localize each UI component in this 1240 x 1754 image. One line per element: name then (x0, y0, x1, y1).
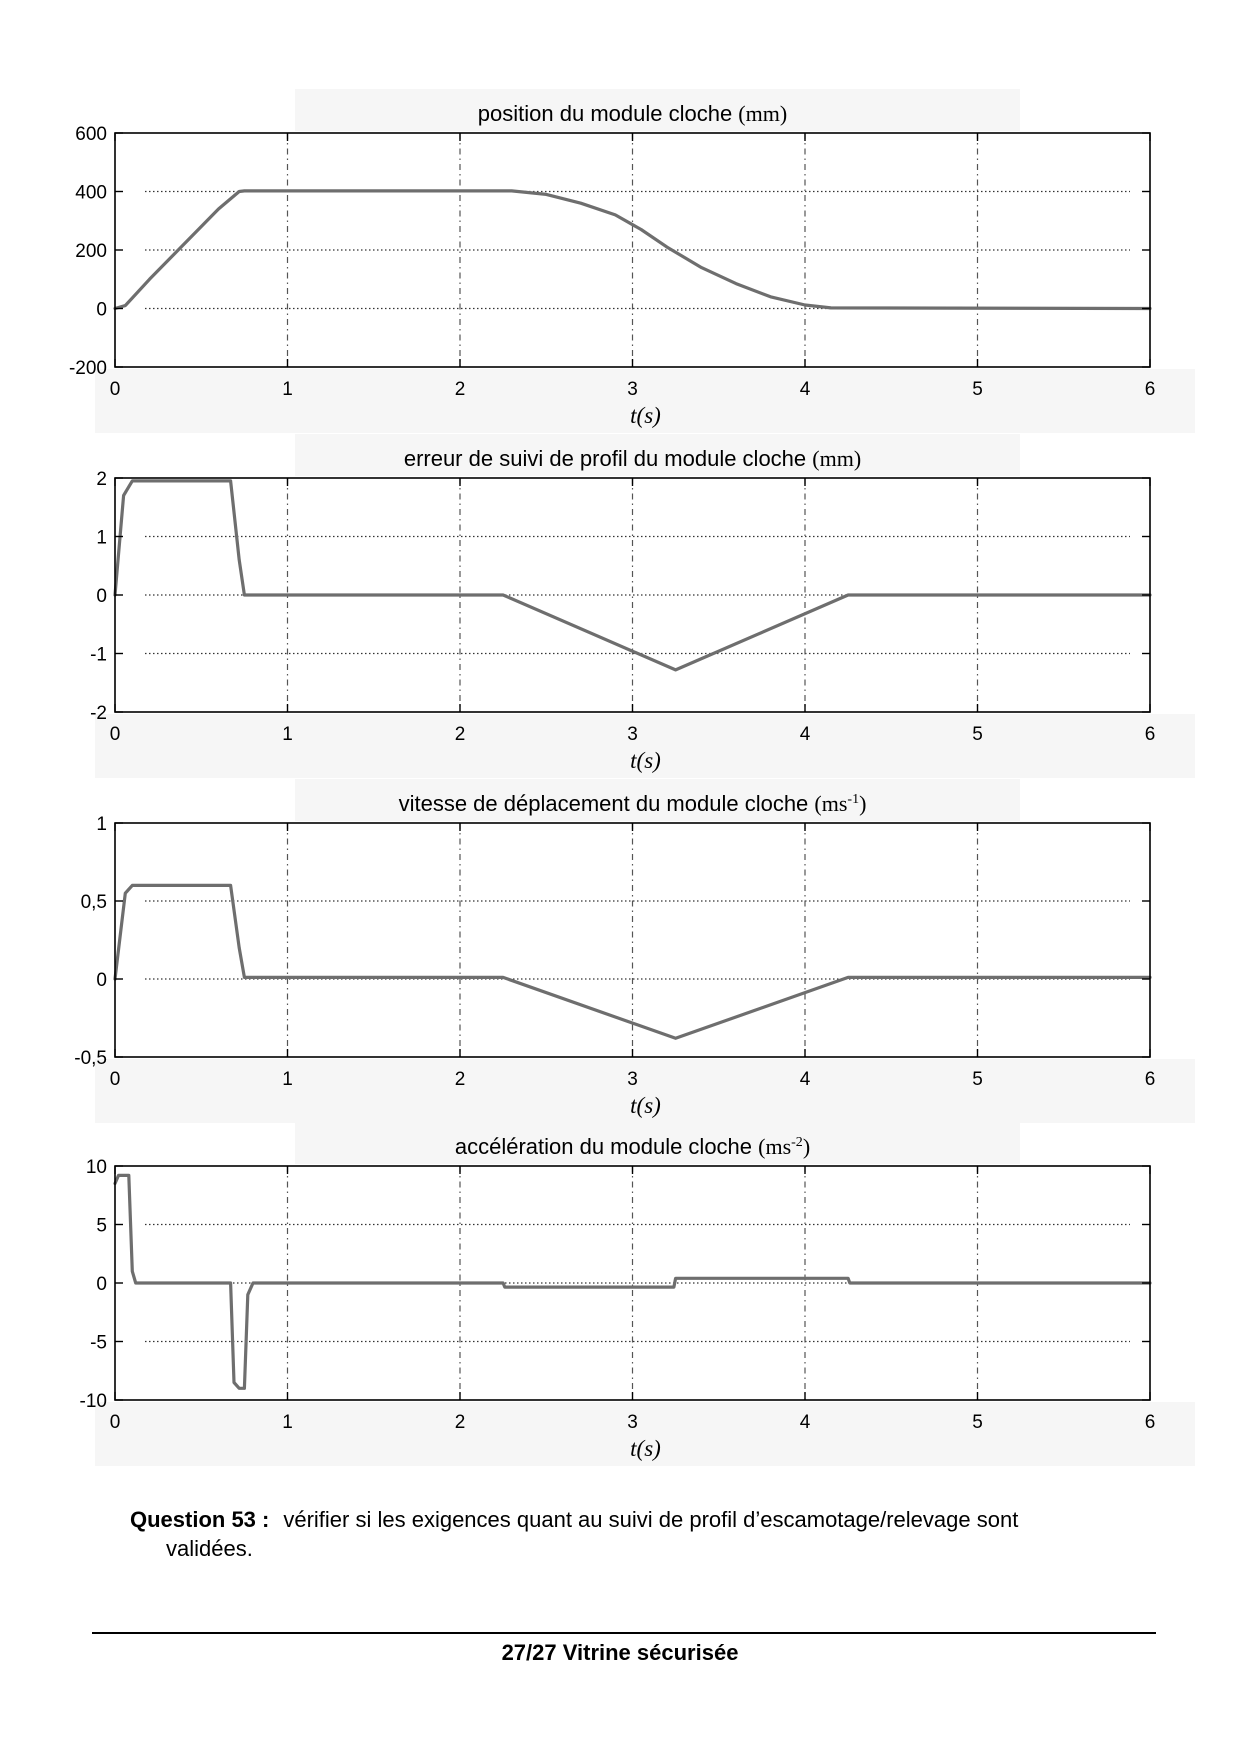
x-tick-label: 3 (627, 1069, 638, 1090)
chart-title-unit: (mm) (738, 101, 788, 126)
y-tick-label: 0,5 (80, 892, 107, 913)
y-tick-label: 200 (75, 241, 107, 262)
x-tick-label: 4 (799, 724, 811, 745)
x-tick-label: 4 (799, 1069, 811, 1090)
x-tick-label: 3 (627, 724, 638, 745)
chart-title (478, 101, 787, 126)
chart-1 (69, 89, 1195, 433)
question-text-line1: vérifier si les exigences quant au suivi de profil d’escamotage/relevage sont (283, 1507, 1019, 1532)
y-tick-label: 600 (75, 124, 107, 145)
chart-title (404, 446, 861, 471)
y-tick-label: 400 (75, 182, 107, 204)
chart-title-unit: (ms (758, 1134, 792, 1159)
chart-title-text: vitesse de déplacement du module cloche (398, 791, 815, 816)
chart-title-unit-close: ) (802, 1134, 811, 1159)
y-tick-label: 0 (96, 586, 107, 607)
x-tick-label: 2 (454, 1069, 466, 1090)
chart-title-text: erreur de suivi de profil du module cloche (403, 446, 813, 471)
x-tick-label: 5 (972, 1069, 983, 1090)
y-tick-label: -10 (79, 1391, 107, 1412)
y-tick-label: 1 (96, 527, 107, 549)
x-tick-label: 1 (282, 379, 293, 400)
x-tick-label: 0 (109, 724, 121, 745)
chart-4 (80, 1122, 1195, 1466)
x-tick-label: 0 (109, 379, 121, 400)
x-tick-label: 5 (972, 724, 983, 745)
chart-title-unit: (mm) (812, 446, 862, 471)
x-tick-label: 6 (1144, 379, 1156, 400)
x-tick-label: 3 (627, 1412, 638, 1433)
x-tick-label: 2 (454, 379, 466, 400)
x-tick-label: 6 (1144, 1412, 1156, 1433)
x-tick-label: 4 (799, 379, 811, 400)
x-tick-label: 0 (109, 1069, 121, 1090)
x-tick-label: 3 (627, 379, 638, 400)
y-tick-label: 5 (96, 1215, 107, 1237)
y-tick-label: 2 (96, 469, 107, 490)
y-tick-label: -2 (90, 703, 107, 724)
question-text-line2: validées. (166, 1536, 253, 1561)
y-tick-label: 0 (96, 1274, 107, 1295)
chart-2 (90, 434, 1195, 778)
footer-page-label: 27/27 Vitrine sécurisée (501, 1640, 739, 1665)
x-tick-label: 2 (454, 1412, 466, 1433)
x-axis-label: t(s) (630, 403, 661, 428)
chart-title-unit-close: ) (859, 791, 867, 816)
y-tick-label: 0 (96, 970, 107, 991)
x-tick-label: 5 (972, 379, 983, 400)
chart-title-text: accélération du module cloche (454, 1134, 759, 1159)
x-tick-label: 5 (972, 1412, 983, 1433)
x-tick-label: 2 (454, 724, 466, 745)
x-tick-label: 0 (109, 1412, 121, 1433)
y-tick-label: -1 (90, 644, 107, 666)
chart-3 (74, 779, 1195, 1123)
chart-title (455, 1134, 810, 1159)
chart-title-unit-exponent: -2 (791, 1135, 803, 1150)
y-tick-label: 1 (96, 814, 107, 835)
x-tick-label: 1 (282, 1069, 293, 1090)
x-tick-label: 1 (282, 1412, 293, 1433)
y-tick-label: 0 (96, 299, 107, 321)
chart-title (399, 791, 867, 816)
y-tick-label: -5 (90, 1332, 107, 1354)
x-tick-label: 4 (799, 1412, 811, 1433)
chart-title-text: position du module cloche (477, 101, 739, 126)
x-tick-label: 1 (282, 724, 293, 745)
y-tick-label: -0,5 (74, 1048, 107, 1069)
x-axis-label: t(s) (630, 748, 661, 773)
question-label: Question 53 : (130, 1507, 270, 1532)
x-axis-label: t(s) (630, 1093, 661, 1118)
chart-title-unit-exponent: -1 (847, 792, 860, 807)
x-tick-label: 6 (1144, 724, 1156, 745)
question-block (130, 1505, 1170, 1563)
chart-title-unit: (ms (814, 791, 848, 816)
y-tick-label: 10 (85, 1157, 107, 1178)
x-tick-label: 6 (1144, 1069, 1156, 1090)
x-axis-label: t(s) (630, 1436, 661, 1461)
y-tick-label: -200 (68, 358, 107, 379)
footer-divider (92, 1632, 1156, 1634)
